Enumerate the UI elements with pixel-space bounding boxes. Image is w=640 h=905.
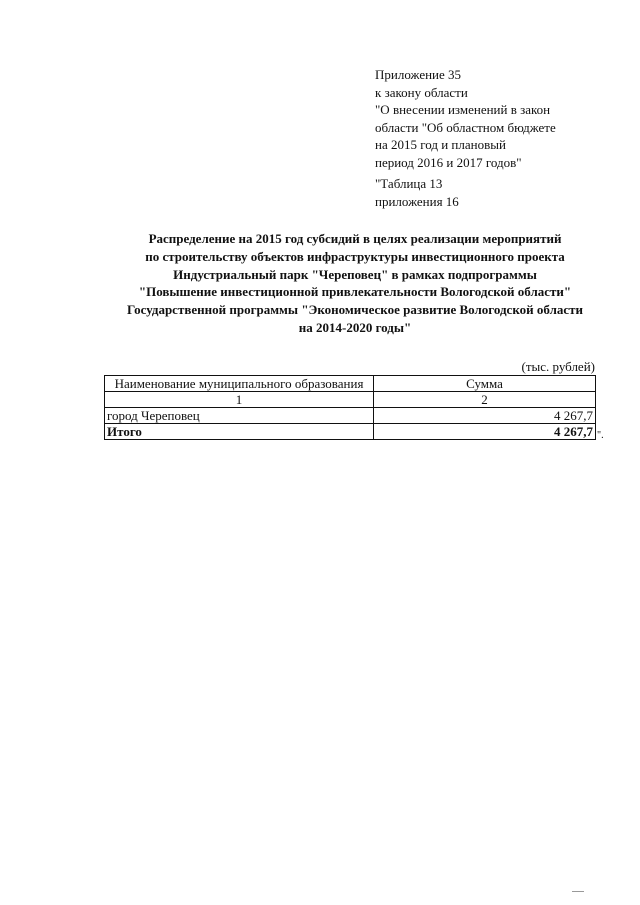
header-line: период 2016 и 2017 годов"	[375, 154, 522, 170]
title-line: Государственной программы "Экономическое развитие Вологодской области	[126, 302, 584, 318]
row-amount-cell: 4 267,7	[374, 408, 596, 424]
header-line: Приложение 35	[375, 67, 462, 82]
title-line: Распределение на 2015 год субсидий в целях реализации мероприятий	[148, 231, 562, 246]
table-row	[105, 408, 596, 424]
row-name-cell: город Череповец	[105, 408, 374, 424]
title-line: "Повышение инвестиционной привлекательности Вологодской области"	[138, 284, 572, 300]
table-header-row	[105, 376, 596, 392]
page-mark	[572, 891, 584, 892]
numbering-cell: 2	[374, 392, 596, 408]
table-ref-line: "Таблица 13	[375, 176, 443, 191]
document-title	[100, 230, 610, 337]
numbering-cell: 1	[105, 392, 374, 408]
title-line: Индустриальный парк "Череповец" в рамках подпрограммы	[173, 266, 537, 282]
header-cell-amount: Сумма	[374, 376, 596, 392]
closing-quote: ".	[597, 430, 604, 441]
title-line: на 2014-2020 годы"	[298, 319, 412, 335]
header-line: "О внесении изменений в закон	[375, 102, 551, 117]
total-amount-cell: 4 267,7	[374, 424, 596, 440]
title-line: по строительству объектов инфраструктуры инвестиционного проекта	[145, 248, 565, 264]
header-cell-name: Наименование муниципального образования	[105, 376, 374, 392]
total-name-cell: Итого	[105, 424, 374, 440]
header-line: на 2015 год и плановый	[375, 137, 506, 152]
table-total-row	[105, 424, 596, 440]
units-label: (тыс. рублей)	[521, 359, 595, 374]
table-ref-line: приложения 16	[375, 193, 459, 209]
header-line: к закону области	[375, 84, 468, 100]
table-numbering-row	[105, 392, 596, 408]
appendix-header	[375, 66, 615, 210]
subsidy-table	[104, 375, 596, 440]
header-line: области "Об областном бюджете	[375, 119, 556, 135]
